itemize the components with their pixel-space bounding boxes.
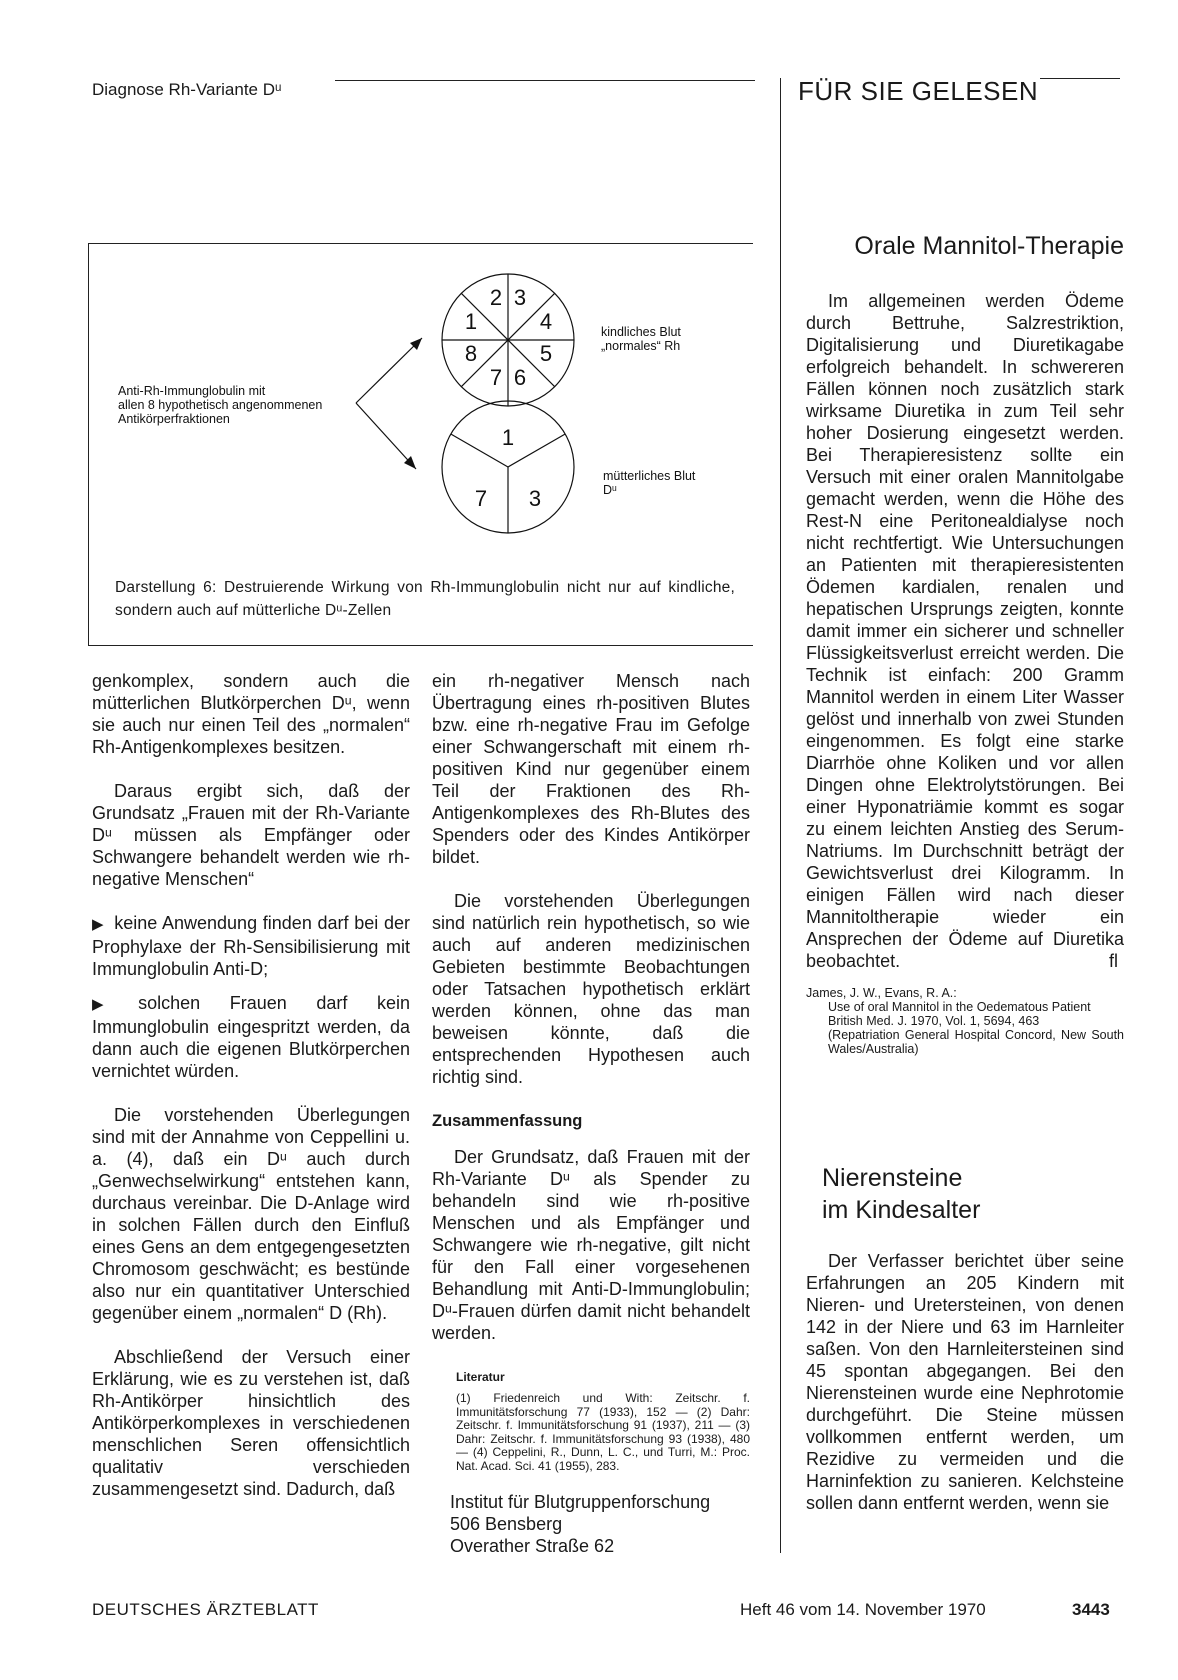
page-number: 3443 bbox=[1072, 1600, 1110, 1619]
bullet-text: keine Anwendung finden darf bei der Prophylaxe der Rh-Sensibilisierung mit Immunglobulin Anti-D; bbox=[92, 913, 410, 979]
column-3-lower bbox=[806, 1250, 1124, 1536]
paragraph: Der Verfasser berichtet über seine Erfahrungen an 205 Kindern mit Nieren- und Uretersteinen, von denen 142 in der Niere und 63 im Harnleiter saßen. Von den Harnleitersteinen sind 45 spontan abgegangen. Bei den Nierensteinen wurde eine Nephrotomie durchgeführt. Die Steine müssen vollkommen entfernt werden, um Rezidive zu vermeiden und die Harninfektion zu sanieren. Kelchsteine sollen dann entfernt werden, wenn sie bbox=[806, 1251, 1124, 1513]
child-blood-label-line1: kindliches Blut bbox=[601, 325, 681, 339]
bullet-item bbox=[92, 912, 410, 980]
mother-blood-label-line2: Dᵘ bbox=[603, 483, 617, 497]
figure-diagram bbox=[88, 243, 753, 573]
article-heading-nierensteine bbox=[822, 1162, 1007, 1226]
sector-number: 4 bbox=[539, 309, 553, 334]
sector-number: 6 bbox=[513, 365, 527, 390]
child-blood-circle bbox=[442, 274, 574, 406]
sector-number: 7 bbox=[474, 486, 488, 511]
paragraph-text: Im allgemeinen werden Ödeme durch Bettruhe, Salzrestriktion, Digitalisierung und Diuretikagabe erfolgreich behandelt. In schwereren Fällen können noch zusätzlich stark wirksame Diuretika in zum Teil sehr hoher Dosierung eingesetzt werden. Bei Therapieresistenz sollte ein Versuch mit einer oralen Mannitolgabe gemacht werden, wenn die Höhe des Rest-N eine Peritonealdialyse noch nicht rechtfertigt. Wie Untersuchungen an Patienten mit therapieresistenten Ödemen kardialen, renalen und hepatischen Ursprungs zeigten, konnte damit immer ein sicherer und schneller Flüssigkeitsverlust erreicht werden. Die Technik ist einfach: 200 Gramm Mannitol werden in einem Liter Wasser gelöst und innerhalb von zwei Stunden eingenommen. Es folgt eine starke Diarrhöe ohne Koliken und vor allen Dingen ohne Elektrolytstörungen. Bei einer Hyponatriämie kommt es sogar zu einem leichten Anstieg des Serum-Natriums. Im Durchschnitt beträgt der Gewichtsverlust drei Kilogramm. In einigen Fällen wird nach dieser Mannitoltherapie wieder ein Ansprechen der Ödeme auf Diuretika beobachtet. bbox=[806, 291, 1124, 971]
column-divider bbox=[780, 78, 781, 1553]
reference bbox=[806, 986, 1124, 1056]
reference-affiliation: (Repatriation General Hospital Concord, New South Wales/Australia) bbox=[828, 1028, 1124, 1056]
arrow-up bbox=[356, 338, 422, 403]
sector-number: 2 bbox=[489, 285, 503, 310]
column-2 bbox=[432, 670, 750, 1557]
sector-number: 1 bbox=[501, 425, 515, 450]
sector-number: 5 bbox=[539, 341, 553, 366]
mother-blood-label-line1: mütterliches Blut bbox=[603, 469, 696, 483]
footer-journal: DEUTSCHES ÄRZTEBLATT bbox=[92, 1600, 319, 1619]
mother-blood-circle bbox=[442, 401, 574, 533]
sector-number: 7 bbox=[489, 365, 503, 390]
sector-number: 1 bbox=[464, 309, 478, 334]
running-head-left: Diagnose Rh-Variante Dᵘ bbox=[92, 80, 282, 99]
triangle-bullet-icon bbox=[92, 993, 138, 1013]
reference-title: Use of oral Mannitol in the Oedematous Patient bbox=[828, 1000, 1091, 1014]
paragraph: Abschließend der Versuch einer Erklärung, wie es zu verstehen ist, daß Rh-Antikörper hinsichtlich des Antikörperkomplexes in verschiedenen menschlichen Seren offensichtlich qualitativ verschieden zusammengesetzt sind. Dadurch, daß bbox=[92, 1347, 410, 1499]
institute-street: Overather Straße 62 bbox=[450, 1536, 615, 1556]
heading-line: im Kindesalter bbox=[822, 1196, 981, 1224]
institute-city: 506 Bensberg bbox=[450, 1514, 563, 1534]
reference-journal: British Med. J. 1970, Vol. 1, 5694, 463 bbox=[828, 1014, 1040, 1028]
column-3 bbox=[806, 290, 1124, 1056]
paragraph: Die vorstehenden Überlegungen sind mit der Annahme von Ceppellini u. a. (4), daß ein Dᵘ auch durch „Genwechselwirkung“ entstehen kann, durchaus vereinbar. Die D-Anlage wird in solchen Fällen durch den Einfluß eines Gens an dem entgegengesetzten Chromosom geschwächt; es bestünde also nur ein quantitativer Unterschied gegenüber einem „normalen“ D (Rh). bbox=[92, 1105, 410, 1323]
paragraph bbox=[806, 290, 1124, 972]
figure-caption: Darstellung 6: Destruierende Wirkung von Rh-Immunglobulin nicht nur auf kindliche, sondern auch auf mütterliche Dᵘ-Zellen bbox=[115, 579, 735, 619]
reference-authors: James, J. W., Evans, R. A.: bbox=[806, 986, 957, 1000]
article-heading-mannitol: Orale Mannitol-Therapie bbox=[854, 232, 1124, 260]
author-initials: fl bbox=[1109, 951, 1118, 971]
paragraph: Der Grundsatz, daß Frauen mit der Rh-Variante Dᵘ als Spender zu behandeln sind wie rh-positive Menschen und als Empfänger und Schwangere wie rh-negative, gilt nicht für den Fall einer vorgesehenen Behandlung mit Anti-D-Immunglobulin; Dᵘ-Frauen dürfen damit nicht behandelt werden. bbox=[432, 1147, 750, 1343]
literature-list: (1) Friedenreich und With: Zeitschr. f. Immunitätsforschung 77 (1933), 152 — (2) Dahr: Zeitschr. f. Immunitätsforschung 91 (1937), 211 — (3) Dahr: Zeitschr. f. Immunitätsforschung 93 (1938), 480 — (4) Ceppelini, R., Dunn, L. C., und Turri, M.: Proc. Nat. Acad. Sci. 41 (1955), 283. bbox=[456, 1391, 750, 1473]
arrow-down bbox=[356, 403, 416, 469]
column-1 bbox=[92, 670, 410, 1522]
section-title: FÜR SIE GELESEN bbox=[798, 76, 1039, 106]
paragraph: genkomplex, sondern auch die mütterlichen Blutkörperchen Dᵘ, wenn sie auch nur einen Teil des „normalen“ Rh-Antigenkomplexes besitzen. bbox=[92, 671, 410, 757]
antibody-label-line2: allen 8 hypothetisch angenommenen bbox=[118, 398, 323, 412]
sector-number: 8 bbox=[464, 341, 478, 366]
bullet-item bbox=[92, 992, 410, 1082]
antibody-label-line3: Antikörperfraktionen bbox=[118, 412, 230, 426]
header-rule-left bbox=[335, 80, 755, 81]
summary-heading: Zusammenfassung bbox=[432, 1112, 583, 1130]
triangle-bullet-icon bbox=[92, 913, 114, 933]
header-rule-right bbox=[1040, 78, 1120, 79]
literature-heading: Literatur bbox=[456, 1370, 505, 1384]
sector-number: 3 bbox=[528, 486, 542, 511]
heading-line: Nierensteine bbox=[822, 1164, 963, 1192]
footer-issue: Heft 46 vom 14. November 1970 bbox=[740, 1600, 986, 1619]
child-blood-label-line2: „normales“ Rh bbox=[601, 339, 681, 353]
institute-name: Institut für Blutgruppenforschung bbox=[450, 1492, 711, 1512]
antibody-label-line1: Anti-Rh-Immunglobulin mit bbox=[118, 384, 266, 398]
paragraph: Daraus ergibt sich, daß der Grundsatz „Frauen mit der Rh-Variante Dᵘ müssen als Empfänger oder Schwangere behandelt werden wie rh-negative Menschen“ bbox=[92, 781, 410, 889]
bullet-text: solchen Frauen darf kein Immunglobulin eingespritzt werden, da dann auch die eigenen Blutkörperchen vernichtet würden. bbox=[92, 993, 410, 1081]
paragraph: ein rh-negativer Mensch nach Übertragung eines rh-positiven Blutes bzw. eine rh-negative Frau im Gefolge einer Schwangerschaft mit einem rh-positiven Kind nur gegenüber einem Teil der Fraktionen des Rh-Antigenkomplexes des Rh-Blutes des Spenders oder des Kindes Antikörper bildet. bbox=[432, 671, 750, 867]
sector-number: 3 bbox=[513, 285, 527, 310]
paragraph: Die vorstehenden Überlegungen sind natürlich rein hypothetisch, so wie auch auf anderen medizinischen Gebieten bestimmte Beobachtungen oder Tatsachen hypothetisch erklärt werden können, ohne das man beweisen könnte, daß die entsprechenden Hypothesen auch richtig sind. bbox=[432, 891, 750, 1087]
